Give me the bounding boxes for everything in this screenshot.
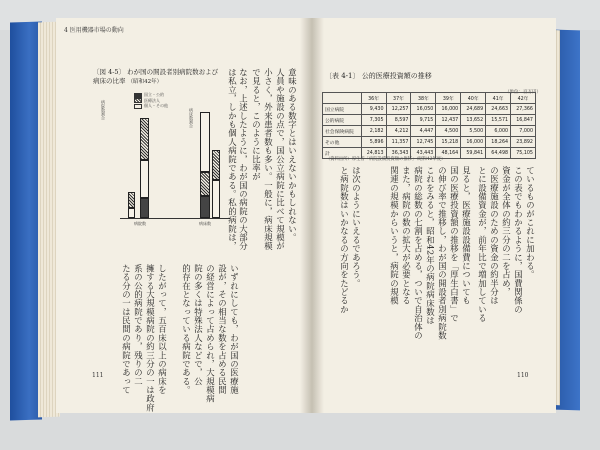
table-header-cell: 41年: [486, 93, 511, 104]
text-column: 病院の総数の七割を占める，ついで自治体の: [413, 166, 424, 340]
text-column: 関連の規模からいうと，病院の規模: [389, 166, 400, 306]
table-source-note: （資料出所）厚生省「病院設備投資額の推移」（昭和42年度）: [326, 157, 446, 162]
text-column: で見ると，このように比率が: [251, 68, 262, 181]
x-label-hospitals: 病院数: [134, 221, 146, 226]
bar-beds-other: [212, 150, 220, 180]
bar-beds-other-2: [212, 180, 220, 218]
table-header-cell: 37年: [386, 93, 411, 104]
text-column: この表でもわかるように，国費関係の: [513, 166, 524, 314]
table-header-cell: 40年: [461, 93, 486, 104]
text-column: の伸び率で推移し，わが国の開設者別病院数: [437, 166, 448, 340]
text-column: 的存在となっている病院である。: [181, 264, 192, 395]
text-column: 資金が全体の約三分の二を占め，: [501, 166, 512, 297]
y-label-left: 病院数割合: [101, 100, 106, 120]
table-header-cell: [323, 93, 362, 104]
table-row: 社会保険病院 2,182 4,212 4,447 4,500 5,500 6,000 7,000: [323, 126, 536, 137]
figure-subtitle: （昭和42年）: [127, 79, 163, 85]
bar-hospitals-small-2: [128, 208, 135, 218]
table-row-total: 計 24,813 36,343 43,443 48,164 59,841 64,498 75,105: [323, 148, 536, 159]
figure-title-line1: 〔図 4-5〕 わが国の開設者別病院数および: [93, 68, 219, 76]
bar-beds-individual: [200, 112, 210, 172]
bar-hospitals-individual: [140, 160, 149, 198]
legend-item: 医療法人: [134, 98, 168, 104]
table-unit: （単位：百万円）: [505, 90, 541, 95]
table-row: その他 5,896 11,357 12,745 15,218 16,000 18,264 23,892: [323, 137, 536, 148]
text-column: の医療施設のための資金の約半分は: [489, 166, 500, 306]
text-column: なお，上述したように，わが国の病院の大部分: [238, 68, 249, 251]
text-column: 擁する大規模病院の約三分の一は政府: [145, 264, 156, 412]
book-spine-shadow: [300, 18, 324, 413]
text-column: 設が，その相当な数を占める民間: [217, 264, 228, 395]
text-column: は私立，しかも個人病院である。私的病院は，: [227, 68, 238, 251]
text-column: これをみると，昭和42年の病院病床数は: [425, 166, 436, 325]
table-header-cell: 36年: [361, 93, 386, 104]
table-header-cell: 42年: [511, 93, 536, 104]
y-label-right: 病床数割合: [189, 108, 194, 128]
table-header-row: [323, 93, 536, 104]
x-label-beds: 病床数: [199, 221, 211, 226]
bar-beds-corporate: [200, 172, 210, 196]
text-column: は次のようにいえるであろう。: [351, 166, 362, 288]
bar-beds-public: [200, 196, 210, 218]
table-row: 国立病院 9,430 12,257 16,050 16,000 24,689 24,663 27,366: [323, 104, 536, 115]
text-column: と病院数はいかなるの方向をたどるか: [339, 166, 350, 314]
table-row: 公的病院 7,305 8,597 9,715 12,437 13,652 15,571 16,847: [323, 115, 536, 126]
bar-hospitals-small: [128, 192, 135, 208]
page-number-right: 110: [517, 372, 529, 379]
text-column: いずれにしても，わが国の医療施: [229, 264, 240, 395]
text-column: 国の医療投資額の推移を「厚生白書」で: [449, 166, 460, 323]
x-axis: [120, 218, 230, 219]
figure-title: [93, 68, 218, 87]
text-column: また，病院の数の拡大が必要となる: [401, 166, 412, 306]
text-column: の経営によって占められ，大規模病: [205, 264, 216, 404]
figure-title-line2: 病床の比率 （昭和42年）: [93, 77, 163, 85]
text-column: ているものがこれに加わる。: [525, 166, 536, 279]
legend-item: 国立・公的: [134, 92, 168, 98]
bar-hospitals-corporate: [140, 118, 149, 160]
bar-hospitals-public: [140, 198, 149, 218]
text-column: 見ると，医療施設設備費についても: [461, 166, 472, 306]
table-title: 〔表 4-1〕 公的医療投資額の推移: [325, 72, 432, 80]
figure-legend: [134, 92, 168, 109]
text-column: たる分の一は民間の病院であって: [121, 264, 132, 395]
text-column: 人員や施設の点で，国公立病院に比べて規模が: [275, 68, 286, 251]
text-column: 系の公的病院であり，残りの二: [133, 264, 144, 386]
running-head: 4 医用機器市場の動向: [64, 27, 124, 34]
text-column: 意味のある数字とはいえないかもしれない。: [287, 68, 298, 242]
text-column: 院の多くは特殊法人などで，公: [193, 264, 204, 386]
table-header-cell: 38年: [411, 93, 436, 104]
table-header-cell: 39年: [436, 93, 461, 104]
legend-item: 個人・その他: [134, 103, 168, 109]
text-column: したがって，五百床以上の病床を: [157, 264, 168, 395]
investment-table: [322, 92, 536, 159]
text-column: 小さく，外来患者数も多い。一般に，病床規模: [263, 68, 274, 251]
text-column: とに設備資金が，前年比で増加している: [477, 166, 488, 323]
page-number-left: 111: [92, 372, 104, 379]
